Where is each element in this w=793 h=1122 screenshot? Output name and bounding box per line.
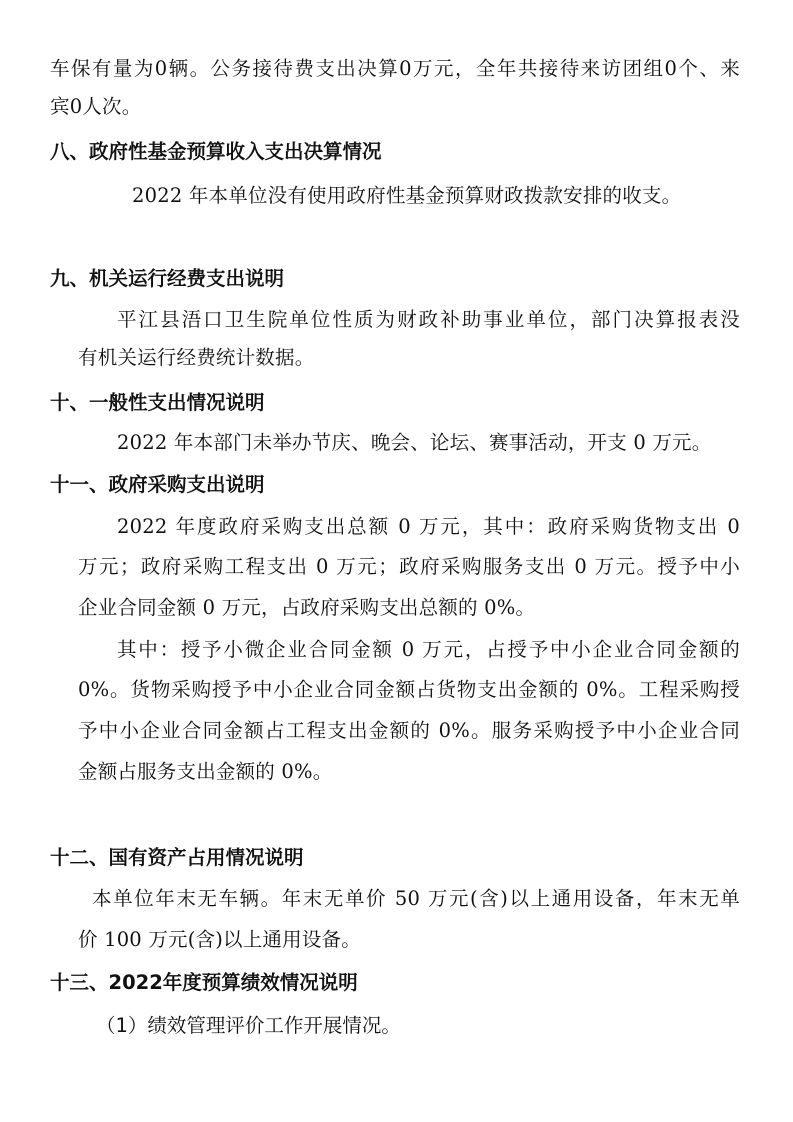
paragraph-line: 万元；政府采购工程支出 0 万元；政府采购服务支出 0 万元。授予中小 [78,555,740,578]
section-heading-11: 十一、政府采购支出说明 [50,473,265,496]
paragraph-line: 金额占服务支出金额的 0%。 [78,760,333,783]
paragraph-line: 车保有量为0辆。公务接待费支出决算0万元，全年共接待来访团组0个、来 [50,57,740,80]
paragraph-line: 宾0人次。 [50,95,142,118]
paragraph-line: 企业合同金额 0 万元，占政府采购支出总额的 0%。 [78,596,536,619]
paragraph-line: 2022 年度政府采购支出总额 0 万元，其中：政府采购货物支出 0 [117,515,740,538]
section-heading-10: 十、一般性支出情况说明 [50,391,265,414]
section-heading-8: 八、政府性基金预算收入支出决算情况 [50,140,382,163]
paragraph-line: 有机关运行经费统计数据。 [78,346,315,369]
paragraph-line: 其中：授予小微企业合同金额 0 万元，占授予中小企业合同金额的 [117,638,740,661]
paragraph-line: 2022 年本部门未举办节庆、晚会、论坛、赛事活动，开支 0 万元。 [117,431,712,454]
paragraph-line: 价 100 万元(含)以上通用设备。 [78,928,361,951]
section-heading-13: 十三、2022年度预算绩效情况说明 [50,971,358,994]
paragraph-line: 本单位年末无车辆。年末无单价 50 万元(含)以上通用设备，年末无单 [92,887,740,910]
subsection-heading: （1）绩效管理评价工作开展情况。 [96,1014,401,1037]
paragraph-line: 2022 年本单位没有使用政府性基金预算财政拨款安排的收支。 [132,184,682,207]
paragraph-line: 0%。货物采购授予中小企业合同金额占货物支出金额的 0%。工程采购授 [78,678,740,701]
paragraph-line: 予中小企业合同金额占工程支出金额的 0%。服务采购授予中小企业合同 [78,719,740,742]
section-heading-12: 十二、国有资产占用情况说明 [50,846,304,869]
paragraph-line: 平江县浯口卫生院单位性质为财政补助事业单位，部门决算报表没 [117,308,740,331]
section-heading-9: 九、机关运行经费支出说明 [50,267,285,290]
